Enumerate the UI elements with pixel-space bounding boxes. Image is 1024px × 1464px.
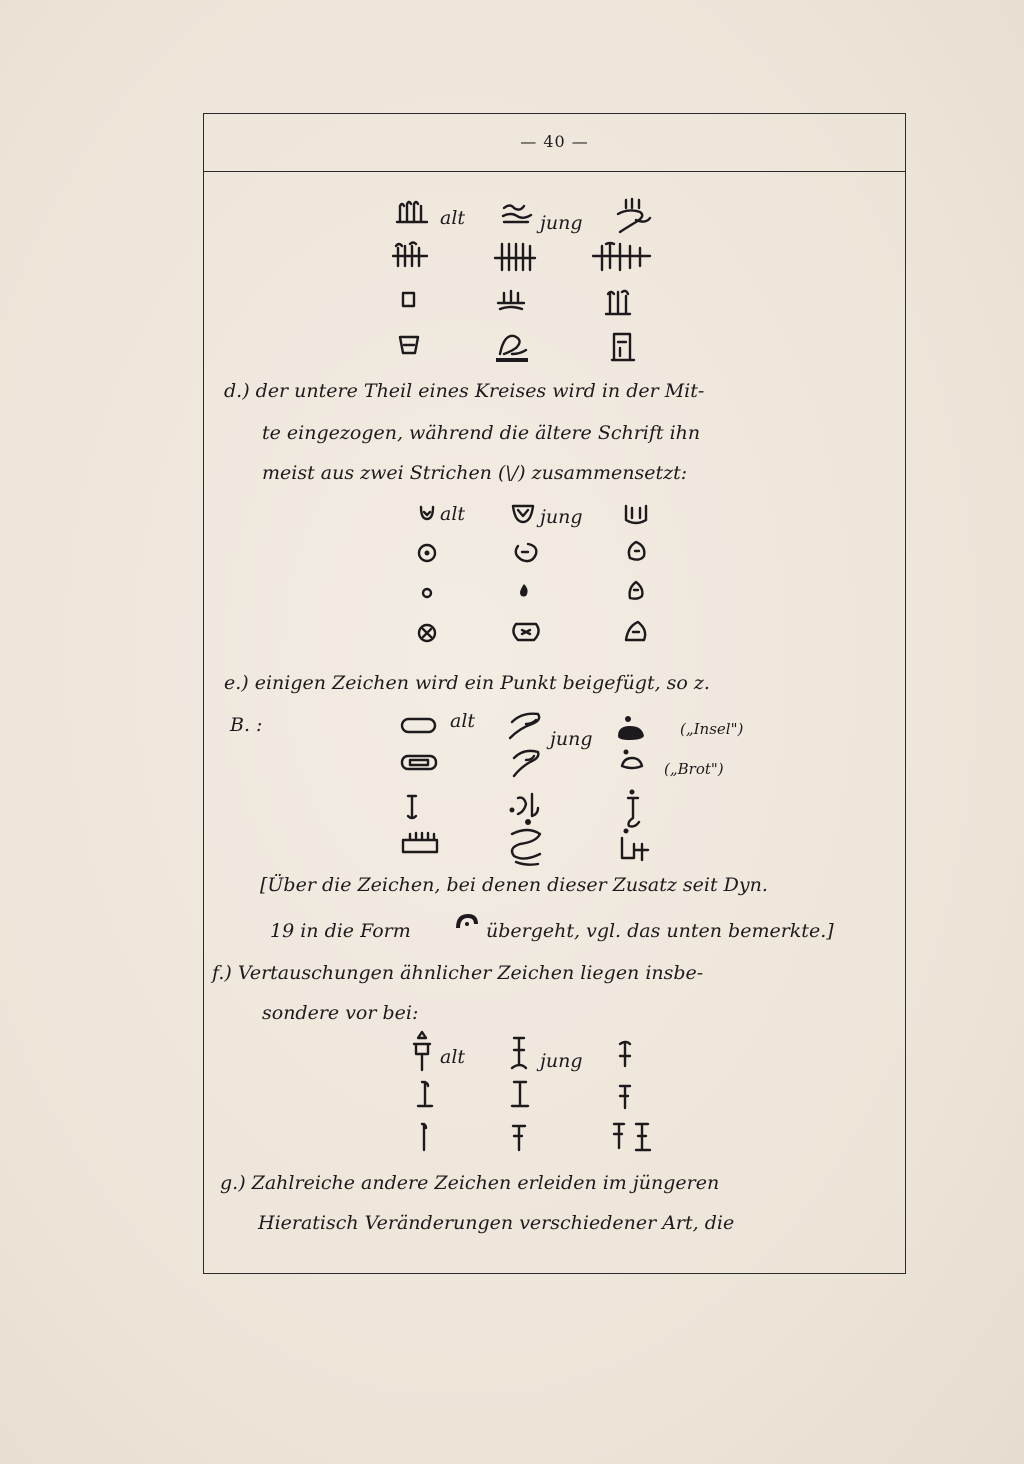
bread-old [400,752,440,774]
label-alt-3: alt [450,710,476,732]
label-alt-1: alt [440,207,466,229]
label-alt-2: alt [440,503,466,525]
page-number: — 40 — [520,132,589,151]
hieratic-row3-alt [494,287,528,311]
small-circle-old [420,586,434,600]
hieratic-row4-jung [608,328,638,364]
section-e-line1: e.) einigen Zeichen wird ein Punkt beigefügt, so z. [224,672,710,694]
label-jung-2: jung [540,506,583,528]
hieroglyph-row2-old [390,240,430,270]
label-jung-4: jung [540,1050,583,1072]
hieratic-comb-jung [612,196,656,236]
circle-dot-alt [512,540,540,564]
label-jung-3: jung [550,728,593,750]
staff-old-1 [414,1078,436,1112]
pillar-alt [508,1032,530,1074]
note-line2b: übergeht, vgl. das unten bemerkte.] [486,920,834,942]
staff-alt-1 [508,1076,532,1112]
square-old [401,291,417,309]
label-alt-4: alt [440,1046,466,1068]
section-e-line2: B. : [230,714,263,736]
bowl-alt [510,502,536,526]
pillar-old [408,1030,436,1072]
gloss-insel: („Insel") [680,720,744,738]
hieratic-row3-jung [600,286,636,320]
gloss-brot: („Brot") [664,760,724,778]
hieratic-form-mark [454,910,480,932]
small-circle-alt [516,582,532,600]
circle-dot-old [416,542,438,564]
circle-dot-jung [624,538,650,564]
vessel-old [397,333,421,357]
staff-alt-2 [508,1120,530,1154]
note-line1: [Über die Zeichen, bei denen dieser Zusatz seit Dyn. [260,874,768,896]
staff-jung-2 [610,1118,656,1154]
bread-jung [618,748,646,772]
section-f-line2: sondere vor bei: [262,1002,419,1024]
section-g-line2: Hieratisch Veränderungen verschiedener Art, die [258,1212,735,1234]
section-d-line3: meist aus zwei Strichen (\/) zusammensetzt: [262,462,688,484]
vertical-old [404,792,420,822]
small-circle-jung [624,578,648,604]
section-d-line2: te eingezogen, während die ältere Schrift ihn [262,422,701,444]
bowl-jung [622,502,650,528]
cross-circle-alt [508,620,544,644]
section-d-line1: d.) der untere Theil eines Kreises wird in der Mit- [224,380,705,402]
bread-alt [508,746,544,780]
section-g-line1: g.) Zahlreiche andere Zeichen erleiden im jüngeren [220,1172,720,1194]
vertical-jung [622,788,644,828]
pillar-jung [616,1038,634,1074]
section-f-line1: f.) Vertauschungen ähnlicher Zeichen liegen insbe- [212,962,704,984]
hieroglyph-comb-old [394,198,430,226]
note-line2: 19 in die Form [270,920,411,942]
basket-jung [614,826,654,866]
hieratic-row2-jung [590,240,654,272]
staff-jung-1 [616,1080,634,1112]
label-jung-1: jung [540,212,583,234]
cross-circle-jung [622,618,650,644]
basket-old [400,830,440,856]
basket-alt [504,818,550,872]
hieratic-row2-alt [492,240,538,272]
bowl-old [418,504,436,522]
cross-circle-old [416,622,438,644]
oval-jung [614,714,648,744]
oval-old [400,716,438,736]
staff-old-2 [416,1120,432,1154]
hieratic-comb-alt [500,200,534,226]
oval-alt [506,708,546,740]
header-rule [204,171,905,172]
hieratic-row4-alt [490,328,532,364]
